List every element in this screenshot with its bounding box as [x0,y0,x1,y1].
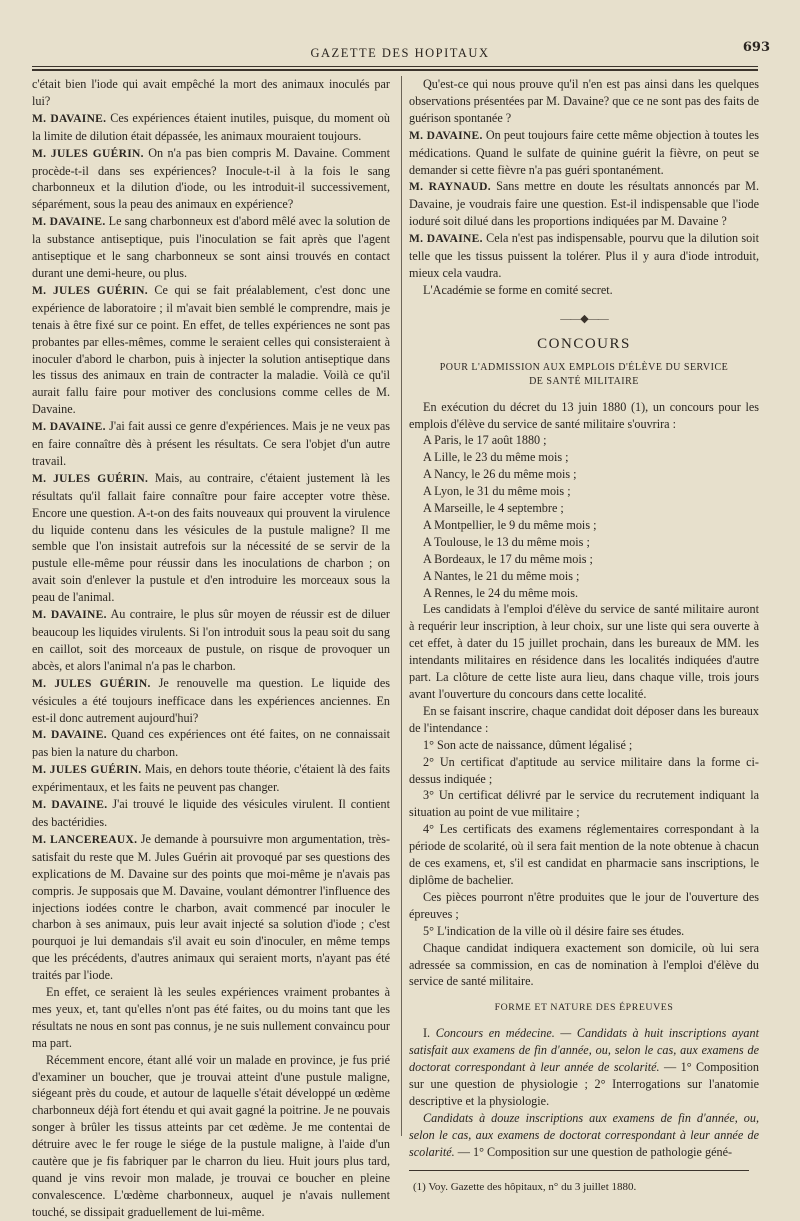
page-number: 693 [742,40,770,55]
debate-paragraph [32,606,390,675]
paragraph-text: Mais, en dehors toute théorie, c'étaient là des faits expérimentaux, et les faits ne peuvent pas changer. [32,762,390,795]
concours-paragraph: Les candidats à l'emploi d'élève du service de santé militaire auront à requérir leur inscription, à leur choix, sur une liste qui sera ouverte à cet effet, à dater du 15 juillet prochain, dans les bureaux de MM. les intendants militaires en résidence dans les localités indiquées d'autre part. La clôture de cette liste aura lieu, dans chaque ville, trois jours avant l'ouverture du concours dans cette localité. [409,602,759,701]
concours-paragraph: 3° Un certificat délivré par le service du recrutement indiquant la situation au point de vue militaire ; [409,788,759,820]
list-item: A Montpellier, le 9 du même mois ; [423,517,597,532]
debate-paragraph [32,213,390,282]
paragraph-text: Mais, au contraire, c'étaient justement là les résultats qu'il fallait faire connaître pour faire accepter votre thèse. Encore une question. A-t-on des faits nouveaux qui prouvent la virulence du liquide contenu dans les vésicules de la pustule maligne? Il me semble que l'on insistait autrefois sur la nécessité de se servir de la pustule elle-même pour réussir dans les inoculations de charbon ; on avait soin d'enlever la pustule et d'en introduire les morceaux sous la peau de l'animal. [32,470,390,605]
subtitle-line-1: POUR L'ADMISSION AUX EMPLOIS D'ÉLÈVE DU SERVICE [439,361,729,373]
list-item: A Nantes, le 21 du même mois ; [423,568,580,583]
debate-paragraph [32,418,390,470]
debate-paragraph [32,796,390,831]
paragraph-text: Cela n'est pas indispensable, pourvu que la dilution soit telle que les tissus puissent la tolérer. Plus il y aura d'iode introduit, mieux cela vaudra. [409,231,759,280]
speaker-name: M. JULES GUÉRIN. [32,677,151,690]
running-title: GAZETTE DES HOPITAUX [310,46,490,60]
concours-paragraph: 2° Un certificat d'aptitude au service militaire dans la forme ci-dessus indiquée ; [409,754,759,786]
list-item: A Bordeaux, le 17 du même mois ; [423,551,593,566]
list-item: A Lyon, le 31 du même mois ; [423,484,571,499]
paragraph-text: En effet, ce seraient là les seules expériences vraiment probantes à mes yeux, et, tant qu'elles n'ont pas été faites, ou du moins tant que les résultats ne nous en sont pas connus, je ne suis nullement convaincu pour ma part. [32,985,390,1050]
part-douze-text: — 1° Composition sur une question de pathologie géné- [454,1144,733,1159]
paragraph-text: On n'a pas bien compris M. Davaine. Comment procède-t-il dans ses expériences? Inocule-t-il à la fois le sang charbonneux et la dilution d'iode, ou les introduit-il successivement, séparément, sous la peau des animaux en expérience? [32,145,390,212]
speaker-name: M. LANCEREAUX. [32,833,138,846]
debate-paragraph [32,282,390,418]
concours-paragraph: 5° L'indication de la ville où il désire faire ses études. [423,923,685,938]
concours-paragraph: 1° Son acte de naissance, dûment légalisé ; [423,737,633,752]
intro-paragraph: En exécution du décret du 13 juin 1880 (1), un concours pour les emplois d'élève du service de santé militaire s'ouvrira : [409,399,759,431]
page-header [30,38,770,64]
debate-paragraph [409,178,759,230]
paragraph-text: J'ai fait aussi ce genre d'expériences. Mais je ne veux pas en faire connaître dès à présent les résultats. Ce sera l'objet d'un autre travail. [32,419,390,468]
right-column [409,76,759,1196]
speaker-name: M. DAVAINE. [32,421,106,434]
list-item: A Marseille, le 4 septembre ; [423,501,564,516]
concours-paragraph: 4° Les certificats des examens réglementaires correspondant à la période de scolarité, où il sera fait mention de la note obtenue à chacun de ces examens, et, s'il est candidat en pharmacie sans inscriptions, le diplôme de bachelier. [409,822,759,887]
left-column [32,76,390,1221]
city-list [409,432,759,601]
concours-paragraph: En se faisant inscrire, chaque candidat doit déposer dans les bureaux de l'intendance : [409,703,759,735]
subtitle-line-2: DE SANTÉ MILITAIRE [529,375,639,387]
debate-paragraph [409,127,759,179]
debate-paragraph [409,76,759,127]
speaker-name: M. DAVAINE. [32,609,107,622]
list-item: A Paris, le 17 août 1880 ; [423,433,547,448]
concours-paragraphs [409,601,759,990]
paragraph-text: c'était bien l'iode qui avait empêché la mort des animaux inoculés par lui? [32,77,390,108]
section-subtitle [409,361,759,389]
debate-paragraph [32,470,390,606]
part-douze-italic: Candidats à douze inscriptions aux examens de fin d'année, ou, selon le cas, aux examens de doctorat correspondant à leur année de scolarité. [409,1110,759,1159]
debate-paragraph [32,831,390,984]
debate-paragraph [32,110,390,145]
debate-paragraph [32,675,390,727]
speaker-name: M. JULES GUÉRIN. [32,472,149,485]
paragraph-text: Ce qui se fait préalablement, c'est donc une expérience de laboratoire ; il m'avait bien semblé le comprendre, mais je tenais à être fixé sur ce point. En effet, de telles expériences ne sont pas probantes par elles-mêmes, comme le seraient celles qui consisteraient à inoculer d'abord le charbon, puis à injecter la solution antiseptique dans les tissus des animaux en train de contracter la maladie. Voilà ce qu'il aurait fallu faire pour motiver des conclusions comme celles de M. Davaine. [32,282,390,417]
speaker-name: M. DAVAINE. [32,729,107,742]
debate-continuation [409,76,759,299]
concours-paragraph: Ces pièces pourront n'être produites que le jour de l'ouverture des épreuves ; [409,889,759,921]
footnote: (1) Voy. Gazette des hôpitaux, n° du 3 juillet 1880. [413,1181,637,1194]
section-ornament: ——◆—— [560,312,608,325]
speaker-name: M. DAVAINE. [409,233,483,246]
paragraph-text: Qu'est-ce qui nous prouve qu'il n'en est pas ainsi dans les quelques observations présentées par M. Davaine? que ce ne sont pas des faits de guérison spontanée ? [409,77,759,125]
speaker-name: M. DAVAINE. [32,799,108,812]
list-item: A Nancy, le 26 du même mois ; [423,467,577,482]
paragraph-text: Je demande à poursuivre mon argumentation, très-satisfait du reste que M. Jules Guérin ait provoqué par ses questions des explications de M. Davaine sur des points que moi-même je n'avais pas compris. Je supposais que M. Davaine, voulant démontrer l'influence des injections iodées contre le charbon, avait commencé par inoculer le charbon à ses animaux, puis leur avait injecté sa solution d'iode ; c'est pourquoi je lui demandais s'il avait eu soin d'inoculer, en même temps que les précédents, d'autres animaux qui seraient morts, n'ayant pas été traités par l'iode. [32,831,390,983]
paragraph-text: Ces expériences étaient inutiles, puisque, du moment où la limite de dilution était dépassée, les animaux mouraient toujours. [32,110,390,143]
paragraph-text: Je renouvelle ma question. Le liquide des vésicules a été toujours inefficace dans les expériences anciennes. En est-il donc autrement aujourd'hui? [32,675,390,725]
paragraph-text: Sans mettre en doute les résultats annoncés par M. Davaine, je voudrais faire une question. Est-il indispensable que l'iode ioduré soit dilué dans les proportions indiquées par M. Davaine ? [409,179,759,229]
part-medecine-italic: Concours en médecine. — Candidats à huit inscriptions ayant satisfait aux examens de fin d'année, ou, selon le cas, aux examens de doctorat correspondant à leur année de scolarité. [409,1026,759,1075]
debate-paragraph [32,145,390,214]
footnote-rule [409,1170,749,1171]
speaker-name: M. JULES GUÉRIN. [32,764,142,777]
part-medecine-text: — 1° Composition sur une question de physiologie ; 2° Interrogations sur l'anatomie descriptive et la physiologie. [409,1060,759,1108]
speaker-name: M. RAYNAUD. [409,181,491,194]
part-douze [409,1110,759,1161]
speaker-name: M. JULES GUÉRIN. [32,284,148,297]
part-number: I. [423,1026,436,1041]
list-item: A Toulouse, le 13 du même mois ; [423,534,590,549]
speaker-name: M. DAVAINE. [32,216,106,229]
header-rule-thick [32,69,758,71]
column-divider [401,76,402,1136]
paragraph-text: Récemment encore, étant allé voir un malade en province, je fus prié d'examiner un boucher, que je trouvai atteint d'une pustule maligne, siégeant près du coude, et autour de laquelle s'était développé un œdème charbonneux déjà fort étendu et qui avait gagné la poitrine. Je ne pouvais songer à brûler les tissus atteints par cet œdème. Je me contentai de détruire avec le fer rouge le siége de la pustule maligne, à l'aide d'un cautère que je fis fabriquer par le charron du lieu. Huit jours plus tard, quand je vins revoir mon malade, je trouvai ce boucher en pleine convalescence. L'œdème charbonneux, auquel je n'avais nullement touché, se dissipait graduellement de lui-même. [32,1052,390,1219]
subsection-heading: FORME ET NATURE DES ÉPREUVES [494,1002,674,1014]
header-rule [32,66,758,67]
debate-paragraph [32,761,390,796]
paragraph-text: Quand ces expériences ont été faites, on ne connaissait pas bien la nature du charbon. [32,727,390,760]
debate-paragraph [32,1052,390,1221]
speaker-name: M. DAVAINE. [32,112,107,125]
debate-paragraph [409,282,759,299]
debate-paragraph [32,76,390,110]
debate-paragraph [409,230,759,282]
list-item: A Rennes, le 24 du même mois. [423,585,579,600]
speaker-name: M. DAVAINE. [409,129,483,142]
debate-paragraph [32,984,390,1052]
paragraph-text: On peut toujours faire cette même objection à toutes les médications. Quand le sulfate de quinine guérit la fièvre, on peut se demander si cette fièvre n'a pas guéri spontanément. [409,127,759,177]
paragraph-text: J'ai trouvé le liquide des vésicules virulent. Il contient des bactéridies. [32,797,390,829]
concours-paragraph: Chaque candidat indiquera exactement son domicile, où lui sera adressée sa commission, en cas de nomination à l'emploi d'élève du service de santé militaire. [409,940,759,989]
list-item: A Lille, le 23 du même mois ; [423,450,569,465]
paragraph-text: Au contraire, le plus sûr moyen de réussir est de diluer beaucoup les liquides virulents. Si l'on introduit sous la peau soit du sang en caillot, soit des morceaux de pustule, on risque de provoquer un abcès, et alors l'animal n'a pas le charbon. [32,607,390,673]
section-title: CONCOURS [537,335,631,352]
part-medecine [409,1025,759,1110]
speaker-name: M. JULES GUÉRIN. [32,147,144,160]
debate-paragraph [32,726,390,761]
paragraph-text: Le sang charbonneux est d'abord mêlé avec la solution de la substance antiseptique, puis l'inoculation se fait après que l'agent antiseptique et le sang charbonneux se sont ainsi trouvés en contact durant une demi-heure, ou plus. [32,214,390,280]
paragraph-text: L'Académie se forme en comité secret. [423,282,613,297]
